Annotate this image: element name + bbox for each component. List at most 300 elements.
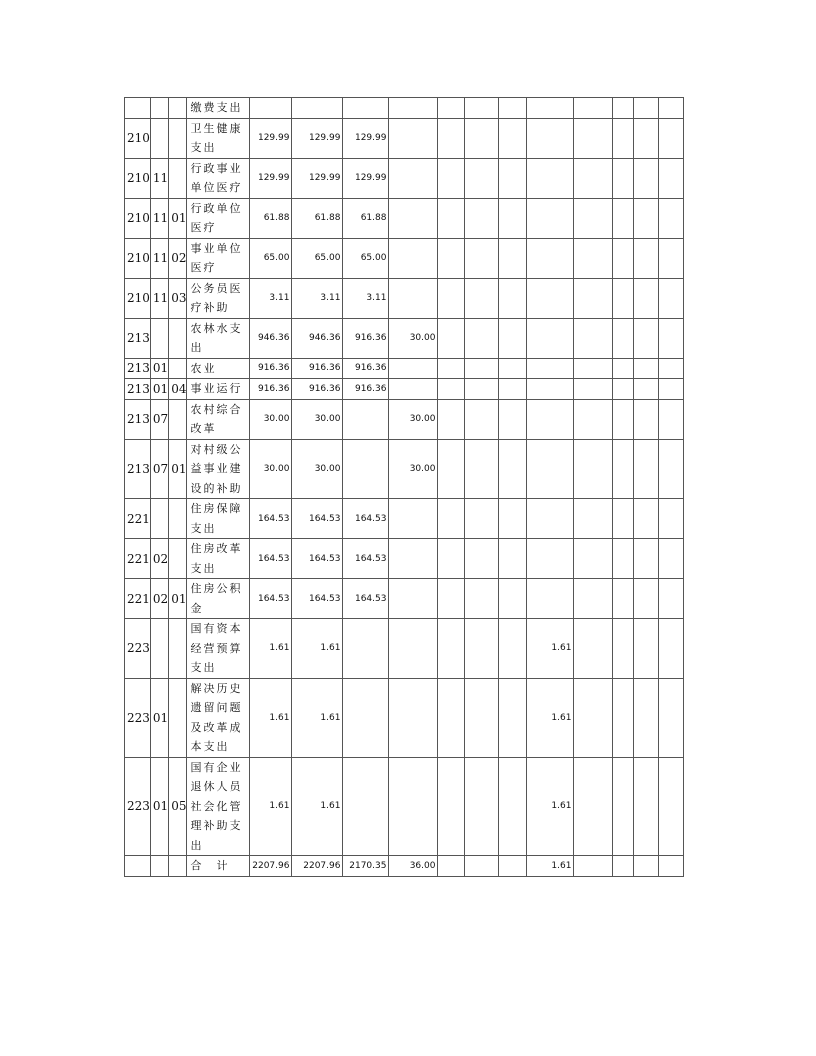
section-code-cell <box>169 678 187 757</box>
amount-cell <box>389 118 438 158</box>
class-code-cell: 210 <box>125 238 151 278</box>
subject-name-cell: 农林水支出 <box>187 318 250 358</box>
section-code-cell <box>169 318 187 358</box>
amount-cell: 916.36 <box>292 358 343 379</box>
amount-cell <box>438 318 465 358</box>
amount-cell <box>613 379 634 400</box>
amount-cell <box>465 399 499 439</box>
amount-cell <box>499 579 527 619</box>
amount-cell: 164.53 <box>250 579 292 619</box>
item-code-cell <box>150 856 168 877</box>
amount-cell <box>659 98 684 119</box>
amount-cell <box>389 579 438 619</box>
amount-cell <box>499 499 527 539</box>
amount-cell <box>499 856 527 877</box>
amount-cell: 1.61 <box>527 678 574 757</box>
amount-cell: 164.53 <box>292 579 343 619</box>
item-code-cell: 11 <box>150 198 168 238</box>
amount-cell <box>499 198 527 238</box>
amount-cell <box>613 678 634 757</box>
amount-cell <box>527 158 574 198</box>
amount-cell <box>465 499 499 539</box>
amount-cell <box>634 118 659 158</box>
amount-cell <box>574 678 613 757</box>
class-code-cell: 221 <box>125 499 151 539</box>
item-code-cell: 11 <box>150 238 168 278</box>
amount-cell: 65.00 <box>343 238 389 278</box>
subject-name-cell: 农村综合改革 <box>187 399 250 439</box>
subject-name-cell: 国有企业退休人员社会化管理补助支出 <box>187 757 250 856</box>
amount-cell <box>634 499 659 539</box>
section-code-cell: 05 <box>169 757 187 856</box>
amount-cell <box>574 856 613 877</box>
amount-cell <box>389 619 438 679</box>
item-code-cell <box>150 619 168 679</box>
amount-cell: 36.00 <box>389 856 438 877</box>
amount-cell: 30.00 <box>389 318 438 358</box>
amount-cell <box>499 318 527 358</box>
item-code-cell: 11 <box>150 158 168 198</box>
table-row <box>125 118 684 158</box>
table-row <box>125 278 684 318</box>
amount-cell <box>465 579 499 619</box>
amount-cell <box>438 98 465 119</box>
amount-cell: 3.11 <box>343 278 389 318</box>
item-code-cell <box>150 118 168 158</box>
amount-cell: 916.36 <box>343 318 389 358</box>
amount-cell <box>659 278 684 318</box>
amount-cell <box>527 399 574 439</box>
amount-cell <box>613 757 634 856</box>
amount-cell <box>389 98 438 119</box>
class-code-cell: 221 <box>125 539 151 579</box>
amount-cell: 3.11 <box>292 278 343 318</box>
amount-cell <box>613 619 634 679</box>
section-code-cell <box>169 358 187 379</box>
amount-cell <box>438 499 465 539</box>
amount-cell <box>613 158 634 198</box>
amount-cell: 1.61 <box>292 678 343 757</box>
amount-cell: 164.53 <box>292 539 343 579</box>
class-code-cell <box>125 856 151 877</box>
class-code-cell: 221 <box>125 579 151 619</box>
class-code-cell: 223 <box>125 678 151 757</box>
subject-name-cell: 解决历史遗留问题及改革成本支出 <box>187 678 250 757</box>
amount-cell <box>634 198 659 238</box>
amount-cell <box>659 379 684 400</box>
amount-cell <box>659 856 684 877</box>
amount-cell: 1.61 <box>527 757 574 856</box>
amount-cell: 164.53 <box>343 539 389 579</box>
table-row <box>125 678 684 757</box>
item-code-cell: 11 <box>150 278 168 318</box>
section-code-cell: 04 <box>169 379 187 400</box>
amount-cell: 2207.96 <box>250 856 292 877</box>
amount-cell <box>499 619 527 679</box>
amount-cell: 65.00 <box>250 238 292 278</box>
amount-cell <box>659 579 684 619</box>
amount-cell: 61.88 <box>250 198 292 238</box>
table-row <box>125 579 684 619</box>
amount-cell <box>499 379 527 400</box>
amount-cell <box>659 358 684 379</box>
amount-cell: 30.00 <box>292 399 343 439</box>
amount-cell: 129.99 <box>250 118 292 158</box>
amount-cell: 164.53 <box>250 539 292 579</box>
amount-cell <box>659 118 684 158</box>
amount-cell <box>527 499 574 539</box>
table-row <box>125 318 684 358</box>
amount-cell <box>527 238 574 278</box>
amount-cell <box>389 539 438 579</box>
amount-cell <box>634 678 659 757</box>
amount-cell <box>574 318 613 358</box>
amount-cell <box>634 158 659 198</box>
section-code-cell: 01 <box>169 198 187 238</box>
item-code-cell: 01 <box>150 757 168 856</box>
amount-cell: 1.61 <box>250 678 292 757</box>
item-code-cell <box>150 318 168 358</box>
item-code-cell <box>150 499 168 539</box>
amount-cell <box>574 619 613 679</box>
amount-cell <box>634 318 659 358</box>
amount-cell: 164.53 <box>250 499 292 539</box>
amount-cell <box>613 278 634 318</box>
amount-cell <box>613 399 634 439</box>
amount-cell <box>613 98 634 119</box>
amount-cell: 61.88 <box>343 198 389 238</box>
amount-cell <box>574 539 613 579</box>
amount-cell <box>613 539 634 579</box>
amount-cell <box>465 238 499 278</box>
table-row <box>125 399 684 439</box>
amount-cell: 2170.35 <box>343 856 389 877</box>
amount-cell <box>499 757 527 856</box>
item-code-cell <box>150 98 168 119</box>
table-row <box>125 619 684 679</box>
table-body <box>125 98 684 877</box>
amount-cell <box>499 158 527 198</box>
amount-cell: 65.00 <box>292 238 343 278</box>
amount-cell <box>574 278 613 318</box>
amount-cell <box>438 856 465 877</box>
amount-cell <box>574 118 613 158</box>
table-row <box>125 757 684 856</box>
amount-cell <box>438 278 465 318</box>
amount-cell <box>499 238 527 278</box>
section-code-cell <box>169 118 187 158</box>
table-row <box>125 379 684 400</box>
amount-cell <box>389 379 438 400</box>
amount-cell: 1.61 <box>292 757 343 856</box>
amount-cell: 1.61 <box>250 757 292 856</box>
amount-cell <box>465 856 499 877</box>
amount-cell: 164.53 <box>343 579 389 619</box>
amount-cell <box>292 98 343 119</box>
item-code-cell: 02 <box>150 539 168 579</box>
amount-cell <box>659 757 684 856</box>
amount-cell: 164.53 <box>292 499 343 539</box>
amount-cell <box>389 158 438 198</box>
amount-cell <box>438 619 465 679</box>
amount-cell <box>465 619 499 679</box>
amount-cell <box>499 358 527 379</box>
amount-cell <box>613 439 634 499</box>
amount-cell <box>659 399 684 439</box>
amount-cell: 30.00 <box>389 399 438 439</box>
amount-cell <box>438 118 465 158</box>
amount-cell: 916.36 <box>343 379 389 400</box>
amount-cell <box>438 539 465 579</box>
amount-cell <box>499 439 527 499</box>
amount-cell <box>343 399 389 439</box>
amount-cell: 30.00 <box>389 439 438 499</box>
amount-cell <box>634 539 659 579</box>
amount-cell <box>659 238 684 278</box>
amount-cell <box>343 98 389 119</box>
amount-cell <box>438 238 465 278</box>
subject-name-cell: 合 计 <box>187 856 250 877</box>
amount-cell <box>659 318 684 358</box>
amount-cell <box>574 358 613 379</box>
amount-cell <box>527 98 574 119</box>
amount-cell <box>438 198 465 238</box>
amount-cell <box>613 499 634 539</box>
section-code-cell <box>169 399 187 439</box>
subject-name-cell: 对村级公益事业建设的补助 <box>187 439 250 499</box>
table-row <box>125 856 684 877</box>
subject-name-cell: 行政单位医疗 <box>187 198 250 238</box>
amount-cell <box>527 118 574 158</box>
amount-cell <box>527 278 574 318</box>
amount-cell <box>499 399 527 439</box>
amount-cell <box>574 238 613 278</box>
item-code-cell: 01 <box>150 379 168 400</box>
amount-cell: 1.61 <box>292 619 343 679</box>
amount-cell <box>499 678 527 757</box>
amount-cell <box>465 318 499 358</box>
amount-cell <box>499 539 527 579</box>
amount-cell <box>613 856 634 877</box>
amount-cell <box>574 379 613 400</box>
amount-cell: 916.36 <box>343 358 389 379</box>
subject-name-cell: 缴费支出 <box>187 98 250 119</box>
class-code-cell: 213 <box>125 318 151 358</box>
amount-cell <box>574 499 613 539</box>
amount-cell <box>465 278 499 318</box>
amount-cell <box>574 757 613 856</box>
amount-cell <box>634 379 659 400</box>
amount-cell <box>438 379 465 400</box>
amount-cell <box>634 358 659 379</box>
subject-name-cell: 住房保障支出 <box>187 499 250 539</box>
class-code-cell: 223 <box>125 619 151 679</box>
table-row <box>125 238 684 278</box>
amount-cell <box>634 98 659 119</box>
amount-cell <box>438 757 465 856</box>
amount-cell <box>343 619 389 679</box>
section-code-cell <box>169 856 187 877</box>
amount-cell <box>465 439 499 499</box>
amount-cell <box>613 238 634 278</box>
amount-cell <box>438 678 465 757</box>
table-row <box>125 358 684 379</box>
amount-cell <box>527 318 574 358</box>
amount-cell <box>634 399 659 439</box>
amount-cell <box>389 499 438 539</box>
amount-cell <box>659 619 684 679</box>
amount-cell: 916.36 <box>250 379 292 400</box>
section-code-cell <box>169 158 187 198</box>
subject-name-cell: 公务员医疗补助 <box>187 278 250 318</box>
section-code-cell <box>169 539 187 579</box>
amount-cell: 1.61 <box>527 856 574 877</box>
budget-table <box>124 97 684 877</box>
amount-cell <box>465 379 499 400</box>
amount-cell <box>613 358 634 379</box>
subject-name-cell: 事业单位医疗 <box>187 238 250 278</box>
item-code-cell: 01 <box>150 358 168 379</box>
amount-cell <box>438 399 465 439</box>
amount-cell <box>659 198 684 238</box>
amount-cell <box>634 278 659 318</box>
amount-cell: 916.36 <box>250 358 292 379</box>
amount-cell: 129.99 <box>292 158 343 198</box>
class-code-cell: 210 <box>125 118 151 158</box>
amount-cell <box>465 358 499 379</box>
amount-cell: 129.99 <box>250 158 292 198</box>
amount-cell <box>527 439 574 499</box>
amount-cell <box>574 198 613 238</box>
amount-cell <box>634 238 659 278</box>
class-code-cell: 213 <box>125 358 151 379</box>
amount-cell <box>343 439 389 499</box>
amount-cell: 129.99 <box>343 158 389 198</box>
class-code-cell: 210 <box>125 158 151 198</box>
table-row <box>125 499 684 539</box>
amount-cell <box>389 757 438 856</box>
amount-cell <box>438 158 465 198</box>
amount-cell <box>574 399 613 439</box>
subject-name-cell: 住房公积金 <box>187 579 250 619</box>
amount-cell <box>465 198 499 238</box>
amount-cell <box>613 198 634 238</box>
amount-cell <box>659 158 684 198</box>
class-code-cell: 213 <box>125 379 151 400</box>
amount-cell: 916.36 <box>292 379 343 400</box>
amount-cell: 2207.96 <box>292 856 343 877</box>
amount-cell <box>527 358 574 379</box>
amount-cell <box>499 278 527 318</box>
class-code-cell: 223 <box>125 757 151 856</box>
amount-cell <box>634 619 659 679</box>
amount-cell <box>634 757 659 856</box>
amount-cell <box>659 499 684 539</box>
amount-cell <box>574 439 613 499</box>
section-code-cell <box>169 499 187 539</box>
amount-cell <box>438 358 465 379</box>
section-code-cell <box>169 619 187 679</box>
item-code-cell: 01 <box>150 678 168 757</box>
amount-cell <box>634 439 659 499</box>
amount-cell <box>465 757 499 856</box>
amount-cell <box>343 757 389 856</box>
class-code-cell: 210 <box>125 278 151 318</box>
amount-cell <box>527 379 574 400</box>
section-code-cell: 02 <box>169 238 187 278</box>
amount-cell <box>389 238 438 278</box>
amount-cell <box>499 118 527 158</box>
class-code-cell: 213 <box>125 399 151 439</box>
section-code-cell: 01 <box>169 579 187 619</box>
item-code-cell: 02 <box>150 579 168 619</box>
subject-name-cell: 事业运行 <box>187 379 250 400</box>
amount-cell <box>634 579 659 619</box>
subject-name-cell: 国有资本经营预算支出 <box>187 619 250 679</box>
amount-cell <box>389 678 438 757</box>
amount-cell <box>465 678 499 757</box>
subject-name-cell: 农业 <box>187 358 250 379</box>
table-row <box>125 98 684 119</box>
subject-name-cell: 卫生健康支出 <box>187 118 250 158</box>
amount-cell <box>574 98 613 119</box>
amount-cell <box>343 678 389 757</box>
amount-cell <box>527 539 574 579</box>
table-row <box>125 198 684 238</box>
section-code-cell <box>169 98 187 119</box>
amount-cell <box>499 98 527 119</box>
class-code-cell: 213 <box>125 439 151 499</box>
amount-cell: 30.00 <box>250 399 292 439</box>
amount-cell <box>574 158 613 198</box>
amount-cell <box>465 158 499 198</box>
amount-cell <box>659 539 684 579</box>
section-code-cell: 01 <box>169 439 187 499</box>
amount-cell: 946.36 <box>250 318 292 358</box>
item-code-cell: 07 <box>150 439 168 499</box>
amount-cell <box>527 198 574 238</box>
amount-cell <box>613 579 634 619</box>
amount-cell <box>465 118 499 158</box>
amount-cell: 61.88 <box>292 198 343 238</box>
section-code-cell: 03 <box>169 278 187 318</box>
amount-cell <box>465 539 499 579</box>
amount-cell <box>438 579 465 619</box>
subject-name-cell: 行政事业单位医疗 <box>187 158 250 198</box>
amount-cell <box>465 98 499 119</box>
table-row <box>125 158 684 198</box>
table-row <box>125 539 684 579</box>
amount-cell: 129.99 <box>292 118 343 158</box>
amount-cell: 164.53 <box>343 499 389 539</box>
item-code-cell: 07 <box>150 399 168 439</box>
amount-cell <box>389 358 438 379</box>
amount-cell <box>659 439 684 499</box>
amount-cell: 30.00 <box>250 439 292 499</box>
amount-cell <box>659 678 684 757</box>
amount-cell <box>389 198 438 238</box>
amount-cell <box>613 118 634 158</box>
amount-cell: 129.99 <box>343 118 389 158</box>
amount-cell <box>438 439 465 499</box>
amount-cell: 1.61 <box>250 619 292 679</box>
amount-cell <box>389 278 438 318</box>
amount-cell: 946.36 <box>292 318 343 358</box>
amount-cell: 3.11 <box>250 278 292 318</box>
amount-cell: 1.61 <box>527 619 574 679</box>
class-code-cell: 210 <box>125 198 151 238</box>
amount-cell: 30.00 <box>292 439 343 499</box>
